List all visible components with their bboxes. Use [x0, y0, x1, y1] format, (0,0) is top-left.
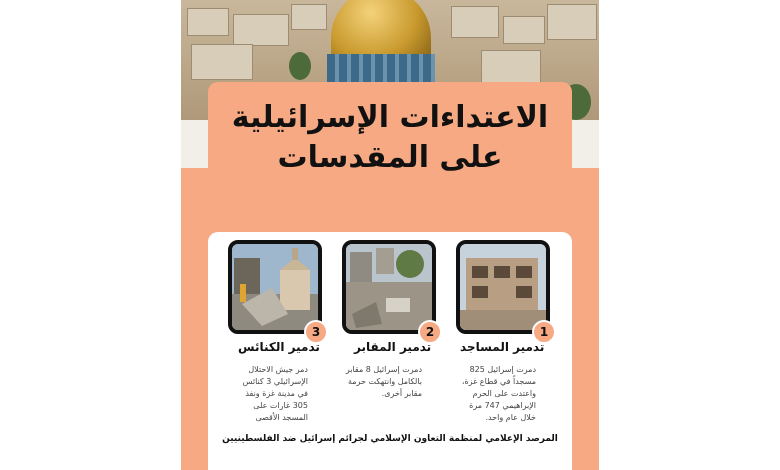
card-title-cemeteries: تدمير المقابر: [354, 340, 432, 354]
card-number-badge: 2: [418, 320, 442, 344]
photo-churches: [228, 240, 322, 334]
mosque-ruins-illustration: [460, 244, 546, 330]
card-title-churches: تدمير الكنائس: [238, 340, 320, 354]
card-text-cemeteries: دمرت إسرائيل 8 مقابر بالكامل وانتهكت حرمة مقابر أخرى.: [345, 365, 422, 398]
title-box: [208, 82, 572, 194]
building-shape: [187, 8, 229, 36]
building-shape: [503, 16, 545, 44]
card-number-badge: 3: [304, 320, 328, 344]
footer-source: المرصد الإعلامي لمنظمة التعاون الإسلامي لجرائم إسرائيل ضد الفلسطينيين: [222, 434, 558, 444]
cemetery-ruins-illustration: [346, 244, 432, 330]
building-shape: [291, 4, 327, 30]
building-shape: [481, 50, 541, 86]
title-line-1: الاعتداءات الإسرائيلية: [231, 100, 549, 135]
building-shape: [547, 4, 597, 40]
card-text-mosques: دمرت إسرائيل 825 مسجداً في قطاع غزة، واعتدت على الحرم الإبراهيمي 747 مرة خلال عام واحد.: [461, 365, 536, 422]
building-shape: [451, 6, 499, 38]
card-text-churches: دمر جيش الاحتلال الإسرائيلي 3 كنائس في مدينة غزة ونفذ 305 غارات على المسجد الأقصى: [242, 365, 308, 422]
card-title-mosques: تدمير المساجد: [460, 340, 545, 354]
photo-cemeteries: [342, 240, 436, 334]
building-shape: [233, 14, 289, 46]
dome-of-the-rock-dome: [331, 0, 431, 58]
content-panel: [208, 232, 572, 470]
photo-mosques: [456, 240, 550, 334]
card-number-badge: 1: [532, 320, 556, 344]
church-ruins-illustration: [232, 244, 318, 330]
building-shape: [191, 44, 253, 80]
title-line-2: على المقدسات: [277, 140, 503, 175]
dome-of-the-rock-drum: [327, 54, 435, 82]
tree-shape: [289, 52, 311, 80]
infographic-poster: [181, 0, 599, 470]
